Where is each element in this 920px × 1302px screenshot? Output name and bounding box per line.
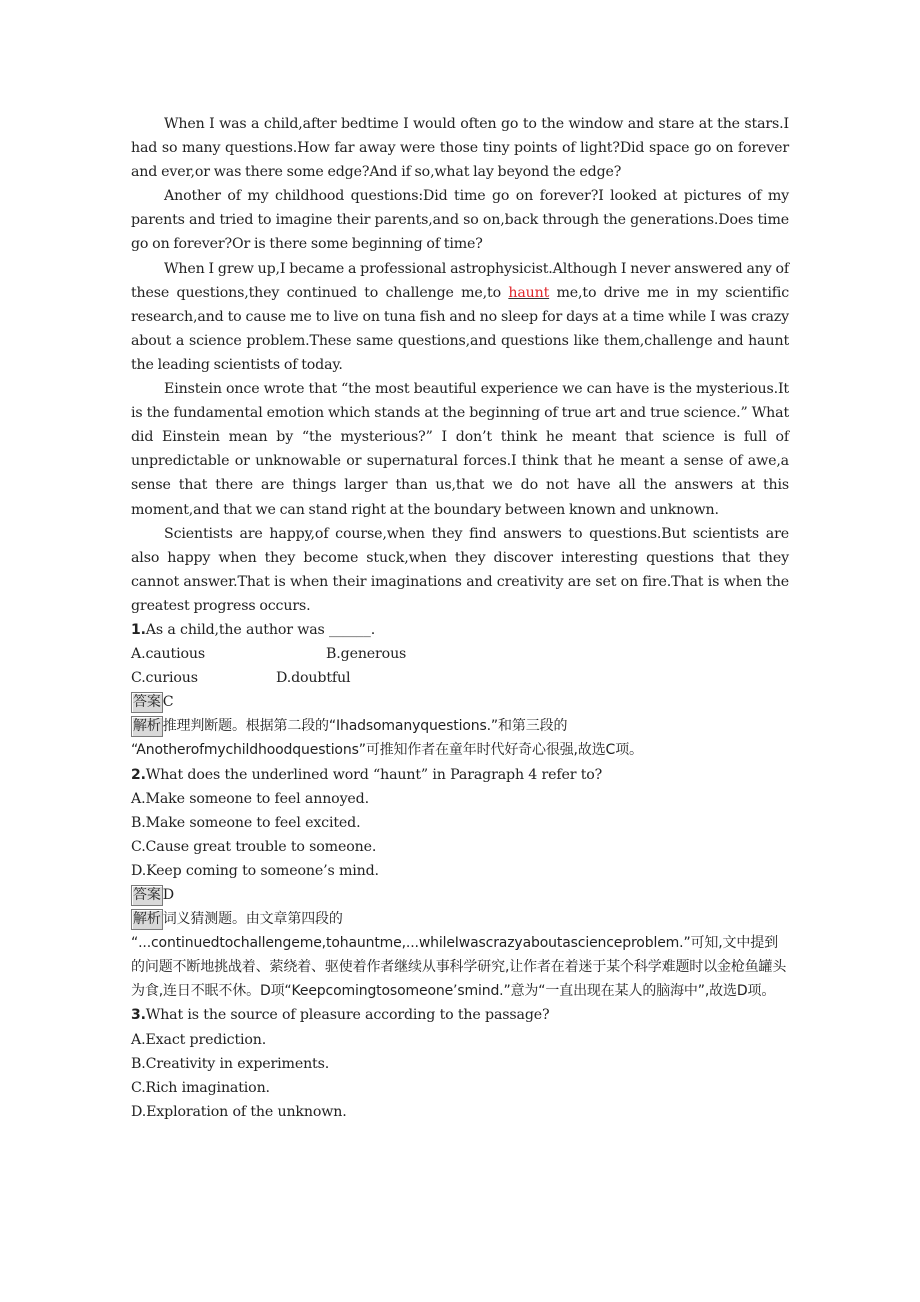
option-c: C.Cause great trouble to someone. <box>131 838 377 855</box>
options-row-ab <box>131 642 789 666</box>
question-number: 3. <box>131 1007 146 1024</box>
question-3 <box>131 1003 789 1123</box>
passage-paragraph-2: Another of my childhood questions:Did time go on forever?I looked at pictures of my parents and tried to imagine their parents,and so on,back through the generations.Does time go on forever?Or is there some beginning of time? <box>131 188 789 253</box>
option-c: C.Rich imagination. <box>131 1079 270 1096</box>
question-text: As a child,the author was ______. <box>145 621 376 638</box>
question-2-stem <box>131 763 789 787</box>
answer-line <box>131 690 789 714</box>
question-1-stem <box>131 618 789 642</box>
option-a: A.Make someone to feel annoyed. <box>131 790 369 807</box>
question-2 <box>131 763 789 1004</box>
question-3-stem <box>131 1003 789 1027</box>
document-page <box>131 112 789 1124</box>
analysis-line-1 <box>131 714 789 738</box>
answer-line <box>131 883 789 907</box>
option-d: D.Exploration of the unknown. <box>131 1103 347 1120</box>
question-text: What does the underlined word “haunt” in Paragraph 4 refer to? <box>145 766 603 783</box>
option-b: B.Creativity in experiments. <box>131 1055 330 1072</box>
answer-label: 答案 <box>131 692 163 713</box>
passage-paragraph-5: Scientists are happy,of course,when they find answers to questions.But scientists are also happy when they become stuck,when they discover interesting questions that they cannot answer.That is when their imaginations and creativity are set on fire.That is when the greatest progress occurs. <box>131 525 789 614</box>
answer-label: 答案 <box>131 885 163 906</box>
question-number: 2. <box>131 766 146 783</box>
analysis-text: 推理判断题。根据第二段的“Ihadsomanyquestions.”和第三段的 <box>162 718 568 735</box>
question-number: 1. <box>131 621 146 638</box>
analysis-label: 解析 <box>131 716 163 737</box>
option-b: B.generous <box>326 646 407 663</box>
paragraph-text-after: me,to drive me in my scientific research,and to cause me to live on tuna fish and no sleep for days at a time while I was crazy about a science problem.These same questions,and questions like them,challenge and haunt the leading scientists of today. <box>131 284 789 373</box>
option-d: D.doubtful <box>276 670 351 687</box>
underlined-word-haunt: haunt <box>508 284 550 301</box>
option-d: D.Keep coming to someone’s mind. <box>131 862 379 879</box>
option-a: A.Exact prediction. <box>131 1031 267 1048</box>
analysis-line-2: “Anotherofmychildhoodquestions”可推知作者在童年时代好奇心很强,故选C项。 <box>131 742 643 759</box>
analysis-line-2: “...continuedtochallengeme,tohauntme,...whileIwascrazyaboutascienceproblem.”可知,文中提到的问题不断地挑战着、萦绕着、驱使着作者继续从事科学研究,让作者在着迷于某个科学难题时以金枪鱼罐头为食,连日不眠不休。D项“Keepcomingtosomeone’smind.”意为“一直出现在某人的脑海中”,故选D项。 <box>131 935 787 1000</box>
analysis-label: 解析 <box>131 909 163 930</box>
passage-paragraph-1: When I was a child,after bedtime I would often go to the window and stare at the stars.I had so many questions.How far away were those tiny points of light?Did space go on forever and ever,or was there some edge?And if so,what lay beyond the edge? <box>131 116 789 181</box>
answer-value: C <box>162 694 174 711</box>
passage-paragraph-3 <box>131 257 789 377</box>
option-a: A.cautious <box>131 646 205 663</box>
reading-passage <box>131 112 789 618</box>
question-text: What is the source of pleasure according to the passage? <box>145 1007 550 1024</box>
question-1 <box>131 618 789 763</box>
options-row-cd <box>131 666 789 690</box>
answer-value: D <box>162 887 174 903</box>
analysis-text: 词义猜测题。由文章第四段的 <box>162 911 343 928</box>
paragraph-text-before: When I grew up,I became a professional astrophysicist.Although I never answered any of these questions,they continued to challenge me,to <box>131 260 789 301</box>
passage-paragraph-4: Einstein once wrote that “the most beautiful experience we can have is the mysterious.It is the fundamental emotion which stands at the beginning of true art and true science.” What did Einstein mean by “the mysterious?” I don’t think he meant that science is full of unpredictable or unknowable or supernatural forces.I think that he meant a sense of awe,a sense that there are things larger than us,that we do not have all the answers at this moment,and that we can stand right at the boundary between known and unknown. <box>131 381 789 518</box>
option-c: C.curious <box>131 670 198 687</box>
option-b: B.Make someone to feel excited. <box>131 814 361 831</box>
analysis-line-1 <box>131 907 789 931</box>
